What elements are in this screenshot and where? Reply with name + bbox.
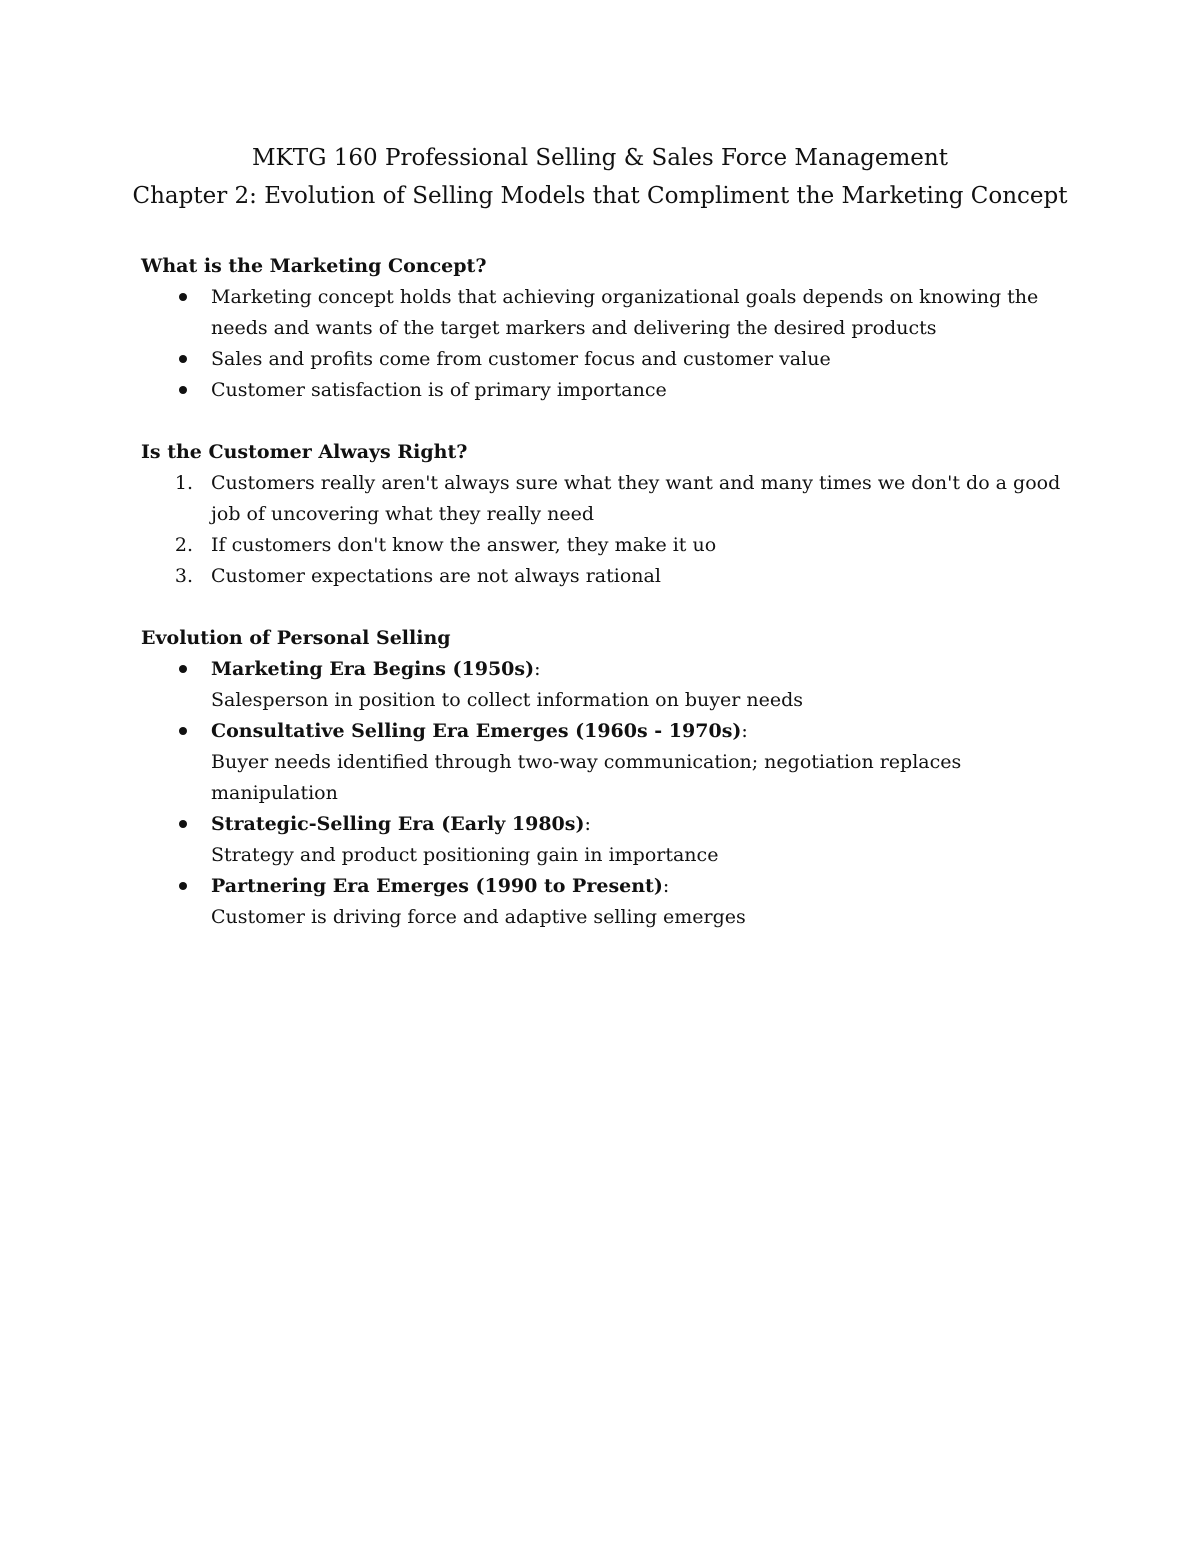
list-item-text: Customer satisfaction is of primary importance [211, 379, 667, 401]
list-item-text: If customers don't know the answer, they make it uo [211, 534, 717, 556]
list-number: 3. [174, 565, 193, 587]
list-item-text: Customer expectations are not always rational [211, 565, 661, 587]
era-colon: : [534, 658, 541, 680]
era-colon: : [662, 875, 670, 897]
list-item-text: Customers really aren't always sure what they want and many times we don't do a good [211, 472, 1061, 494]
bullet-icon [179, 820, 187, 828]
era-description: manipulation [211, 782, 338, 804]
bullet-icon [179, 386, 187, 394]
era-line [211, 717, 748, 745]
era-colon: : [741, 720, 748, 742]
list-item-text: Sales and profits come from customer focus and customer value [211, 348, 831, 370]
era-description: Customer is driving force and adaptive selling emerges [211, 906, 746, 928]
bullet-icon [179, 355, 187, 363]
page-title: MKTG 160 Professional Selling & Sales Force Management [252, 145, 948, 171]
era-line [211, 872, 669, 900]
era-term: Partnering Era Emerges (1990 to Present) [211, 875, 663, 897]
list-item-text: needs and wants of the target markers and delivering the desired products [211, 317, 937, 339]
list-number: 1. [174, 472, 193, 494]
era-description: Buyer needs identified through two-way communication; negotiation replaces [211, 751, 962, 773]
era-colon: : [584, 813, 591, 835]
section-heading-marketing-concept: What is the Marketing Concept? [141, 255, 487, 277]
era-term: Marketing Era Begins (1950s) [211, 658, 535, 680]
era-line [211, 655, 540, 683]
section-heading-evolution-personal-selling: Evolution of Personal Selling [141, 627, 451, 649]
era-description: Strategy and product positioning gain in importance [211, 844, 719, 866]
list-item-text: job of uncovering what they really need [211, 503, 595, 525]
list-item-text: Marketing concept holds that achieving organizational goals depends on knowing the [211, 286, 1039, 308]
bullet-icon [179, 293, 187, 301]
era-description: Salesperson in position to collect information on buyer needs [211, 689, 803, 711]
era-line [211, 810, 591, 838]
bullet-icon [179, 665, 187, 673]
section-heading-customer-always-right: Is the Customer Always Right? [141, 441, 468, 463]
era-term: Consultative Selling Era Emerges (1960s - 1970s) [211, 720, 742, 742]
bullet-icon [179, 727, 187, 735]
chapter-subtitle: Chapter 2: Evolution of Selling Models that Compliment the Marketing Concept [132, 183, 1068, 209]
era-term: Strategic-Selling Era (Early 1980s) [211, 813, 585, 835]
bullet-icon [179, 882, 187, 890]
list-number: 2. [174, 534, 193, 556]
